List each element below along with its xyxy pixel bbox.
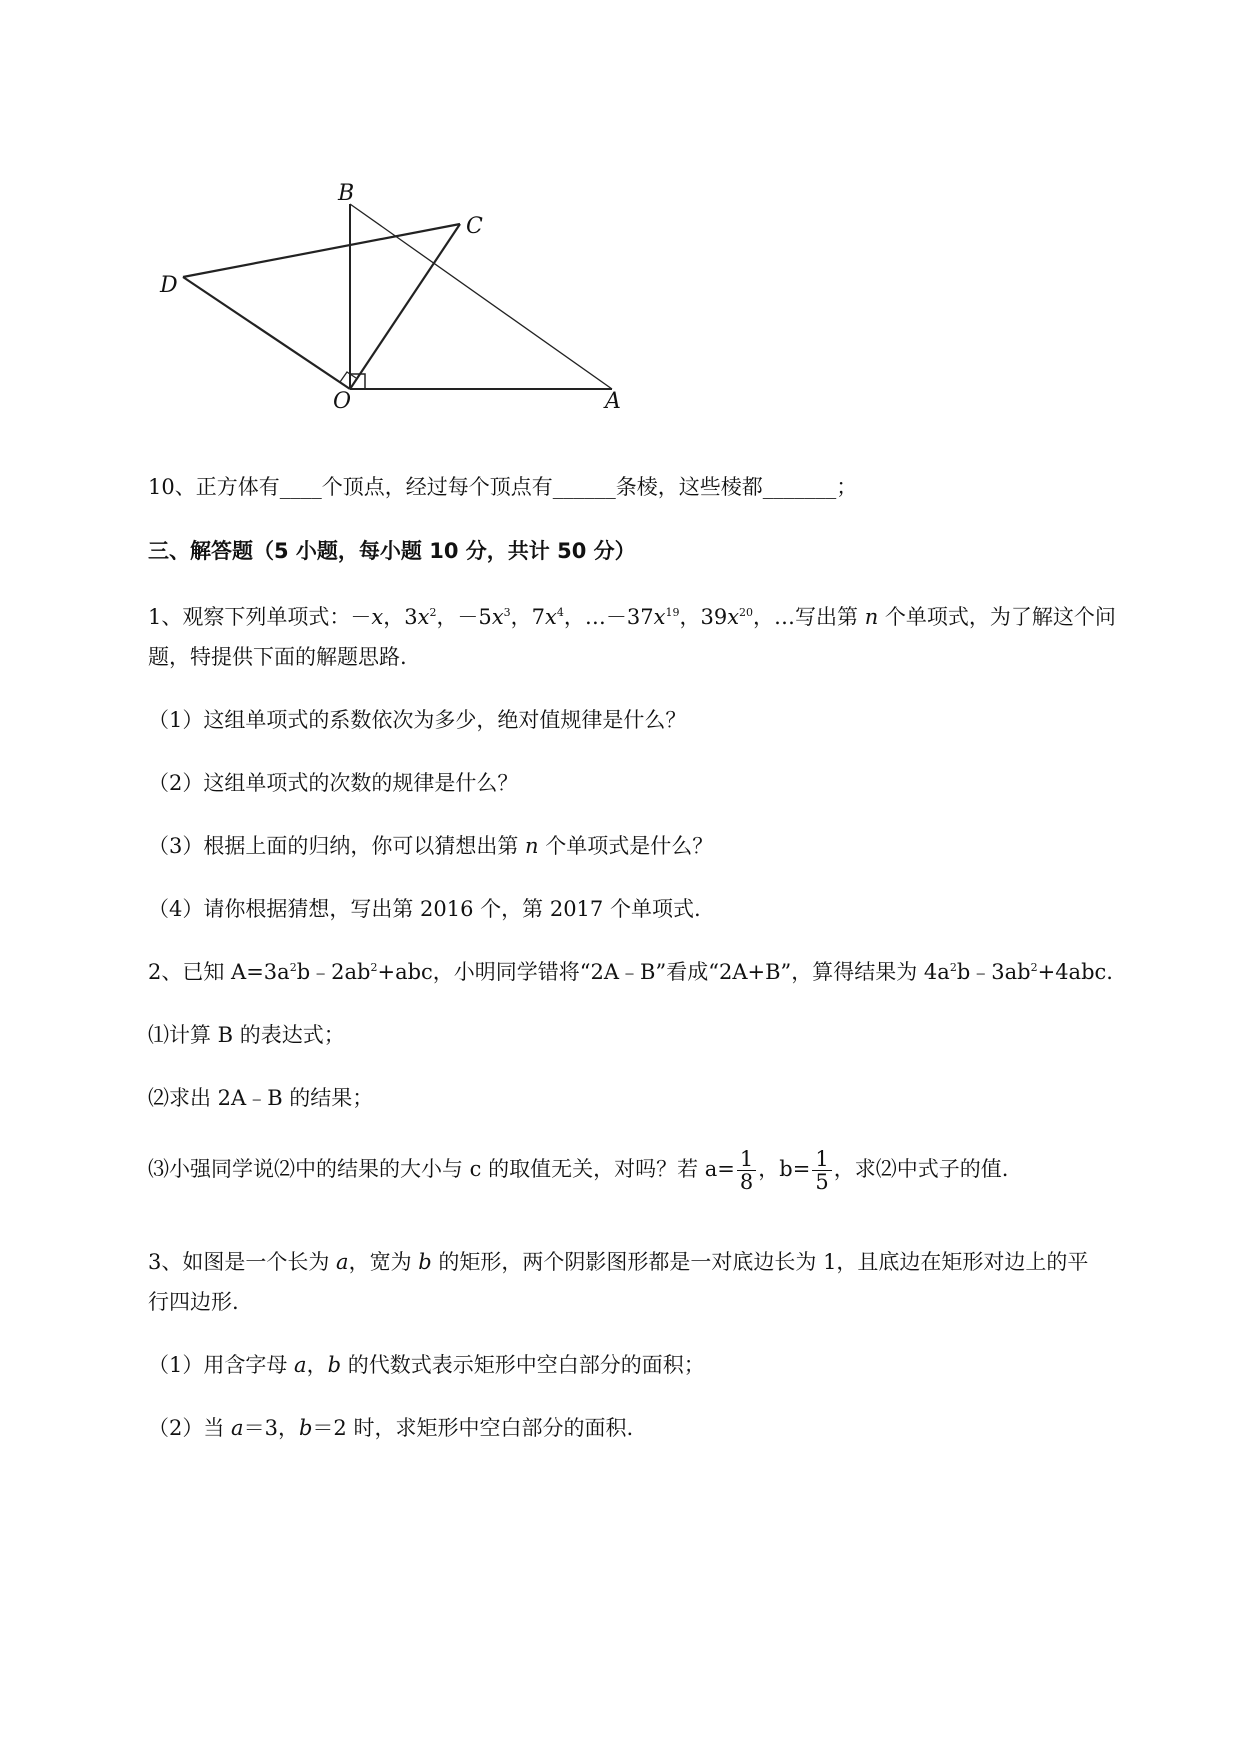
p2-a5: +4abc. [1037,960,1113,984]
label-B: B [338,181,355,206]
p1-t-dots: ，…－37 [563,605,654,629]
p1-x-4: x [545,605,557,629]
p2-a2: b﹣2ab [296,960,371,984]
label-D: D [160,273,178,298]
p1-sub3-a: （3）根据上面的归纳，你可以猜想出第 [148,834,526,858]
p3-sub2-var-b: b [298,1416,313,1440]
p1-sub2: （2）这组单项式的次数的规律是什么？ [148,771,519,795]
problem-2-sub-3 [148,1141,1008,1197]
p3-l1-a: 3、如图是一个长为 [148,1250,337,1274]
p1-x-1: x [371,605,384,629]
problem-3-line-2 [148,1287,239,1317]
frac2-numerator: 1 [812,1148,831,1171]
problem-3-line-1 [148,1247,1088,1277]
p3-sub2-c: ＝2 时，求矩形中空白部分的面积. [312,1416,634,1440]
problem-1-sub-1 [148,705,686,735]
p2-a1: 2、已知 A=3a [148,960,290,984]
frac2-denominator: 5 [815,1170,829,1194]
p3-var-a: a [336,1250,349,1274]
problem-1-sub-3 [148,831,713,861]
p2-sub1: ⑴计算 B 的表达式； [148,1023,345,1047]
problem-1-line-2 [148,642,407,672]
p2-sub3-b: ，b= [758,1157,811,1181]
p1-x-19: x [653,605,666,629]
p2-s1: 2 [289,961,297,974]
p1-exp-4: 4 [556,606,564,619]
segment-DO [183,277,350,389]
p3-sub1-a: （1）用含字母 [148,1353,295,1377]
label-O: O [333,389,352,414]
p1-exp-2: 2 [429,606,437,619]
p2-sub3-a: ⑶小强同学说⑵中的结果的大小与 c 的取值无关，对吗？若 a= [148,1157,735,1181]
p1-x-2: x [417,605,430,629]
segment-OC [350,224,460,389]
p2-s4: 2 [1030,961,1038,974]
p1-line2: 题，特提供下面的解题思路. [148,645,407,669]
p1-exp-20: 20 [739,606,754,619]
p1-sub1: （1）这组单项式的系数依次为多少，绝对值规律是什么？ [148,708,687,732]
frac1-denominator: 8 [739,1170,754,1194]
frac1-numerator: 1 [737,1148,756,1171]
p1-sub3-b: 个单项式是什么？ [538,834,714,858]
p1-t-comma1: ，3 [383,605,418,629]
p3-sub1-b: ， [306,1353,328,1377]
section-heading-text: 三、解答题（5 小题，每小题 10 分，共计 50 分） [148,539,636,563]
p1-prefix: 1、观察下列单项式： [148,605,351,629]
p1-x-3: x [491,605,504,629]
p2-s3: 2 [949,961,957,974]
p3-sub1-var-b: b [327,1353,342,1377]
problem-2-sub-2 [148,1083,373,1113]
p1-x-20: x [727,605,740,629]
p2-a3: +abc，小明同学错将“2A﹣B”看成“2A+B”，算得结果为 4a [377,960,950,984]
p1-sub3-n: n [525,834,539,858]
geometry-figure [150,170,621,414]
p3-sub2-var-a: a [231,1416,244,1440]
label-C: C [466,214,483,239]
p1-t-comma2: ，－5 [436,605,492,629]
p1-t-write: ，…写出第 [753,605,865,629]
p2-sub2: ⑵求出 2A﹣B 的结果； [148,1086,374,1110]
p1-t-neg: － [350,605,372,629]
p1-t-comma4: ，39 [679,605,728,629]
p3-sub1-var-a: a [294,1353,307,1377]
problem-1-sub-4 [148,894,701,924]
p2-a4: b﹣3ab [956,960,1031,984]
p1-exp-19: 19 [665,606,680,619]
label-A: A [605,389,621,414]
question-10 [148,472,857,502]
p3-sub2-a: （2）当 [148,1416,232,1440]
p3-l1-c: 的矩形，两个阴影图形都是一对底边长为 1，且底边在矩形对边上的平 [431,1250,1089,1274]
p1-n: n [864,605,879,629]
question-10-text: 10、正方体有____个顶点，经过每个顶点有______条棱，这些棱都_______； [148,475,858,499]
fraction-one-eighth [737,1148,756,1193]
p2-sub3-c: ，求⑵中式子的值. [833,1157,1009,1181]
problem-1-sub-2 [148,768,518,798]
segment-DC [183,224,460,277]
problem-1-line-1 [148,602,1116,632]
p1-sub4: （4）请你根据猜想，写出第 2016 个，第 2017 个单项式. [148,897,701,921]
p3-sub1-c: 的代数式表示矩形中空白部分的面积； [341,1353,705,1377]
problem-3-sub-2 [148,1413,633,1443]
section-heading [148,536,636,566]
fraction-one-fifth [812,1148,831,1193]
problem-3-sub-1 [148,1350,705,1380]
p2-s2: 2 [370,961,378,974]
p3-line2: 行四边形. [148,1290,239,1314]
problem-2-sub-1 [148,1020,345,1050]
p3-sub2-b: ＝3， [243,1416,299,1440]
p1-exp-3: 3 [503,606,511,619]
problem-2-line-1 [148,957,1113,987]
p1-t-comma3: ，7 [510,605,546,629]
p3-l1-b: ，宽为 [348,1250,419,1274]
p1-t-end: 个单项式，为了解这个问 [878,605,1116,629]
p3-var-b: b [418,1250,432,1274]
